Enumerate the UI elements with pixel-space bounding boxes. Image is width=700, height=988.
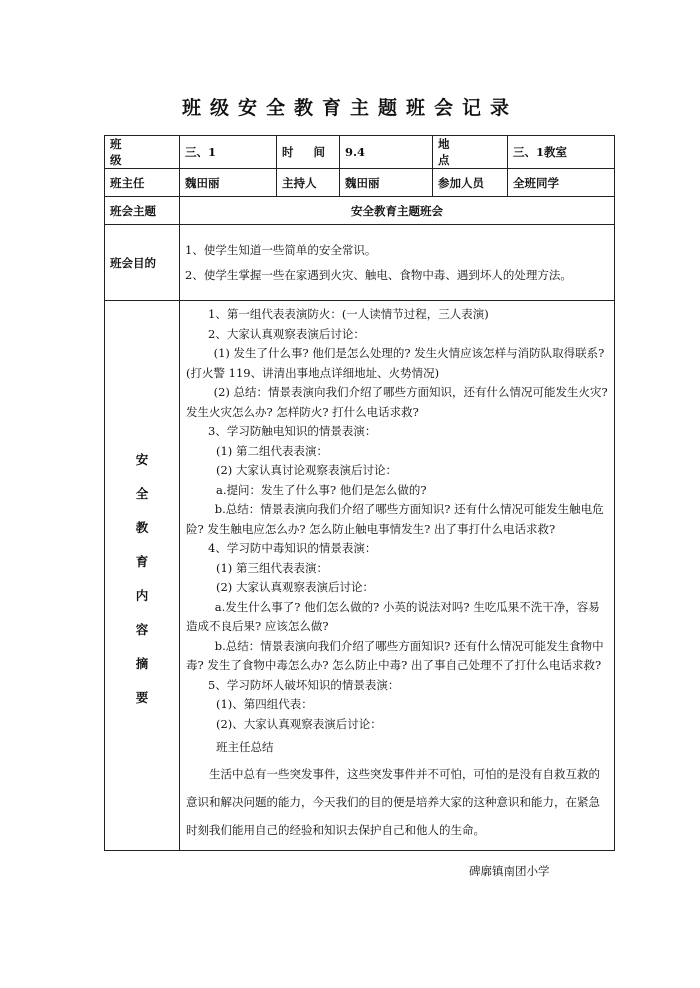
content-label-char: 内 (135, 587, 149, 603)
content-line: b.总结：情景表演向我们介绍了哪些方面知识? 还有什么情况可能发生触电危险? 发生触电应怎么办? 怎么防止触电事情发生? 出了事打什么电话求救? (186, 502, 604, 536)
purpose-item: 2、使学生掌握一些在家遇到火灾、触电、食物中毒、遇到坏人的处理方法。 (185, 268, 572, 282)
purpose-label: 班会目的 (105, 225, 180, 301)
purpose-content (180, 225, 615, 301)
theme-row (105, 197, 615, 225)
participants-value: 全班同学 (508, 169, 615, 197)
content-line: (1) 第三组代表表演： (216, 560, 328, 575)
content-line: (2) 总结：情景表演向我们介绍了哪些方面知识，还有什么情况可能发生火灾? 发生火灾怎么办? 怎样防火? 打什么电话求救? (186, 385, 608, 419)
class-value: 三、1 (180, 136, 277, 169)
content-line: (2) 大家认真观察表演后讨论： (216, 580, 374, 594)
content-paragraph: 生活中总有一些突发事件，这些突发事件并不可怕，可怕的是没有自救互救的意识和解决问题的能力，今天我们的目的便是培养大家的这种意识和能力，在紧急时刻我们能用自己的经验和知识去保护自己和他人的生命。 (186, 767, 600, 837)
place-value: 三、1教室 (508, 136, 615, 169)
content-line: b.总结：情景表演向我们介绍了哪些方面知识? 还有什么情况可能发生食物中毒? 发生了食物中毒怎么办? 怎么防止中毒? 出了事自己处理不了打什么电话求救? (186, 638, 604, 672)
content-label (110, 437, 174, 715)
content-line: 5、学习防坏人破坏知识的情景表演： (208, 677, 400, 692)
content-label-char: 容 (135, 621, 149, 637)
record-table (104, 135, 615, 851)
content-label-char: 摘 (135, 655, 149, 671)
content-label-cell (105, 301, 180, 851)
teacher-label: 班主任 (105, 169, 180, 197)
content-line: 2、大家认真观察表演后讨论： (208, 326, 365, 341)
theme-label: 班会主题 (105, 197, 180, 225)
content-line: (1) 发生了什么事? 他们是怎么处理的? 发生火情应该怎样与消防队取得联系? (打火警 119、讲清出事地点详细地址、火势情况) (186, 346, 605, 380)
school-name: 碑廓镇南团小学 (469, 864, 550, 878)
content-label-char: 要 (135, 689, 149, 705)
content-line: (2) 大家认真讨论观察表演后讨论： (216, 463, 397, 477)
class-label: 班 级 (105, 136, 180, 169)
content-label-char: 安 (135, 451, 149, 467)
content-heading: 班主任总结 (216, 740, 274, 754)
content-line: a.发生什么事了? 他们怎么做的? 小英的说法对吗? 生吃瓜果不洗干净，容易造成不良后果? 应该怎么做? (186, 599, 600, 633)
content-label-char: 教 (135, 519, 149, 535)
content-summary (180, 301, 615, 851)
info-row-2 (105, 169, 615, 197)
content-line: 4、学习防中毒知识的情景表演： (208, 541, 377, 555)
content-label-char: 育 (135, 553, 149, 569)
host-label: 主持人 (277, 169, 340, 197)
time-value: 9.4 (340, 136, 433, 169)
purpose-row (105, 225, 615, 301)
purpose-item: 1、使学生知道一些简单的安全常识。 (185, 243, 377, 257)
content-line: (2)、大家认真观察表演后讨论： (216, 716, 382, 731)
teacher-value: 魏田丽 (180, 169, 277, 197)
participants-label: 参加人员 (433, 169, 508, 197)
page-title: 班级安全教育主题班会记录 (181, 97, 518, 119)
content-line: 3、学习防触电知识的情景表演： (208, 424, 377, 438)
info-row-1 (105, 136, 615, 169)
content-line: (1)、第四组代表： (216, 697, 313, 711)
content-label-char: 全 (135, 485, 149, 501)
time-label: 时 间 (277, 136, 340, 169)
content-line: (1) 第二组代表表演： (216, 443, 328, 458)
place-label: 地 点 (433, 136, 508, 169)
theme-value: 安全教育主题班会 (180, 197, 615, 225)
host-value: 魏田丽 (340, 169, 433, 197)
content-line: a.提问：发生了什么事? 他们是怎么做的? (216, 482, 427, 497)
content-row (105, 301, 615, 851)
content-line: 1、第一组代表表演防火：(一人读情节过程，三人表演) (208, 307, 489, 321)
